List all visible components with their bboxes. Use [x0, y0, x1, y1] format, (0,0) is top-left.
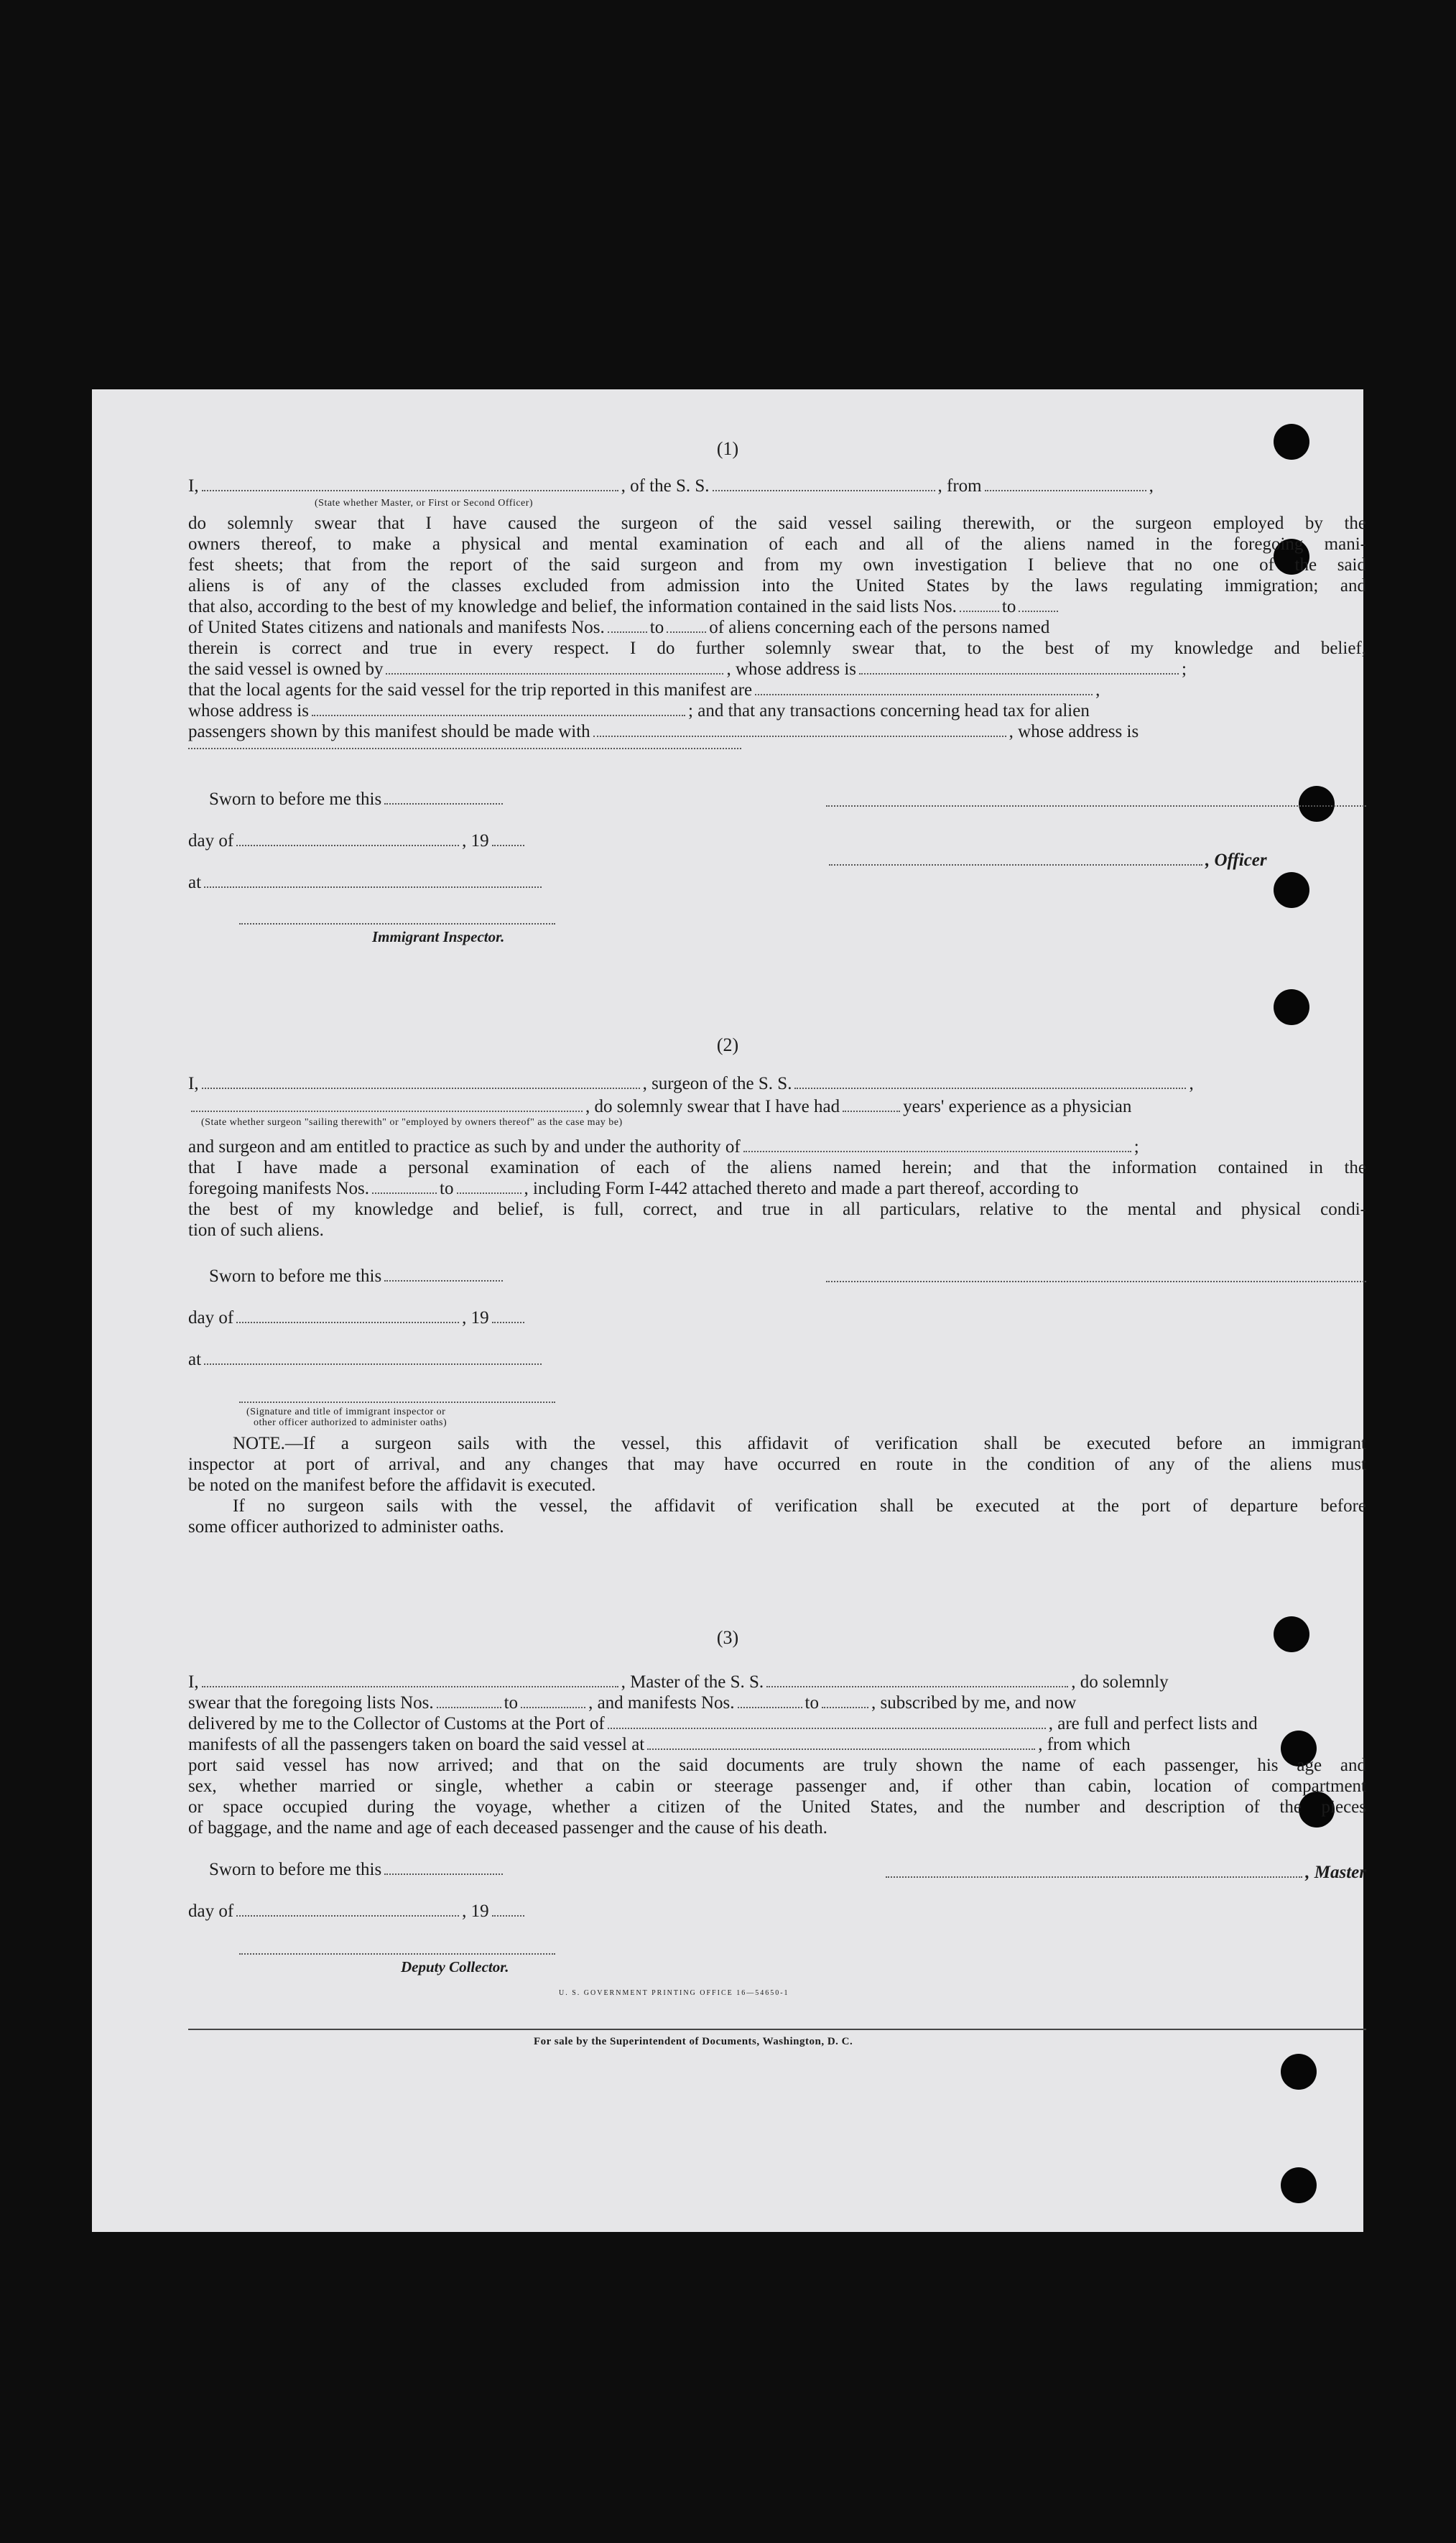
signature-hint: other officer authorized to administer oaths)	[254, 1417, 448, 1428]
section1-manifests-line: of United States citizens and nationals and manifests Nos. to of aliens concerning each of the persons named	[188, 618, 1050, 637]
for-sale-note: For sale by the Superintendent of Documents, Washington, D. C.	[534, 2036, 853, 2047]
section-number: (3)	[716, 1627, 739, 1648]
note-line: inspector at port of arrival, and any changes that may have occurred en route in the condition of any of the aliens must	[188, 1455, 1366, 1474]
deputy-collector-label: Deputy Collector.	[401, 1958, 509, 1975]
form-page	[92, 389, 1366, 2232]
day-of-line: day of , 19	[188, 1307, 619, 1328]
sworn-line: Sworn to before me this	[209, 1859, 640, 1880]
section1-owned-line: the said vessel is owned by , whose address is ;	[188, 659, 1187, 679]
section1-para-line: aliens is of any of the classes excluded from admission into the United States by the laws regulating immigration; and	[188, 576, 1366, 596]
section1-headtax-line: whose address is ; and that any transactions concerning head tax for alien	[188, 701, 1090, 721]
section3-delivered-line: delivered by me to the Collector of Customs at the Port of , are full and perfect lists and	[188, 1714, 1258, 1733]
officer-hint: (State whether Master, or First or Second Officer)	[315, 498, 534, 509]
officer-label-line: , Officer	[826, 850, 1366, 871]
note-line: NOTE.—If a surgeon sails with the vessel, this affidavit of verification shall be executed before an immigrant	[233, 1434, 1366, 1453]
section1-lists-line: that also, according to the best of my knowledge and belief, the information contained in the said lists Nos. to	[188, 596, 1366, 617]
section1-para-line: fest sheets; that from the report of the said surgeon and from my own investigation I believe that no one of the said	[188, 555, 1366, 575]
section1-agents-line: that the local agents for the said vessel for the trip reported in this manifest are ,	[188, 680, 1100, 700]
section2-authority-line: and surgeon and am entitled to practice as such by and under the authority of ;	[188, 1137, 1139, 1157]
section3-lists-line: swear that the foregoing lists Nos. to , and manifests Nos. to , subscribed by me, and now	[188, 1693, 1077, 1713]
section2-para-line: the best of my knowledge and belief, is full, correct, and true in all particulars, relative to the mental and physical condi-	[188, 1200, 1366, 1219]
master-label-line: , Master	[868, 1862, 1366, 1883]
section2-para-line: tion of such aliens.	[188, 1220, 324, 1240]
officer-signature-line	[826, 805, 1366, 807]
section1-para-line: therein is correct and true in every respect. I do further solemnly swear that, to the best of my knowledge and belief,	[188, 639, 1366, 658]
signature-hint: (Signature and title of immigrant inspector or	[246, 1407, 446, 1417]
section3-para-line: sex, whether married or single, whether a cabin or steerage passenger and, if other than cabin, location of compartment	[188, 1777, 1366, 1796]
section-number: (1)	[716, 438, 739, 459]
punch-hole	[1281, 2167, 1317, 2203]
at-line: at	[188, 872, 619, 893]
sworn-line: Sworn to before me this	[209, 1266, 640, 1287]
note-line: be noted on the manifest before the affidavit is executed.	[188, 1476, 596, 1495]
punch-hole	[1281, 2054, 1317, 2090]
punch-hole	[1274, 989, 1309, 1025]
sworn-line: Sworn to before me this	[209, 789, 640, 810]
section3-para-line: of baggage, and the name and age of each deceased passenger and the cause of his death.	[188, 1818, 827, 1838]
section3-para-line: port said vessel has now arrived; and that on the said documents are truly shown the name of each passenger, his age and	[188, 1756, 1366, 1775]
section1-para-line: owners thereof, to make a physical and mental examination of each and all of the aliens named in the foregoing mani-	[188, 534, 1366, 554]
at-line: at	[188, 1349, 619, 1370]
immigrant-inspector-label: Immigrant Inspector.	[372, 928, 505, 945]
section1-para-line: do solemnly swear that I have caused the surgeon of the said vessel sailing therewith, or the surgeon employed by the	[188, 514, 1366, 533]
section2-line1: I, , surgeon of the S. S. ,	[188, 1074, 1194, 1093]
gpo-imprint: U. S. GOVERNMENT PRINTING OFFICE 16—54650-1	[559, 1989, 789, 1997]
section3-line1: I, , Master of the S. S. , do solemnly	[188, 1672, 1169, 1692]
section2-line2: , do solemnly swear that I have had years' experience as a physician	[188, 1096, 1366, 1117]
day-of-line: day of , 19	[188, 1901, 619, 1922]
section3-para-line: or space occupied during the voyage, whether a citizen of the United States, and the number and description of the pieces	[188, 1797, 1366, 1817]
section1-line1: I, , of the S. S. , from ,	[188, 476, 1154, 496]
surgeon-hint: (State whether surgeon "sailing therewith" or "employed by owners thereof" as the case may be)	[201, 1117, 623, 1128]
section-number: (2)	[716, 1034, 739, 1055]
day-of-line: day of , 19	[188, 830, 619, 851]
section2-foregoing-line: foregoing manifests Nos. to , including Form I-442 attached thereto and made a part thereof, according to	[188, 1179, 1079, 1198]
footer-rule	[188, 2029, 1366, 2030]
section3-manifests-line: manifests of all the passengers taken on board the said vessel at , from which	[188, 1735, 1131, 1754]
section2-para-line: that I have made a personal examination of each of the aliens named herein; and that the information contained in the	[188, 1158, 1366, 1177]
punch-hole	[1299, 786, 1335, 822]
section1-passengers-line: passengers shown by this manifest should be made with , whose address is	[188, 722, 1139, 741]
punch-hole	[1274, 872, 1309, 908]
note-line: some officer authorized to administer oaths.	[188, 1517, 504, 1537]
note-line: If no surgeon sails with the vessel, the affidavit of verification shall be executed at the port of departure before	[233, 1496, 1366, 1516]
